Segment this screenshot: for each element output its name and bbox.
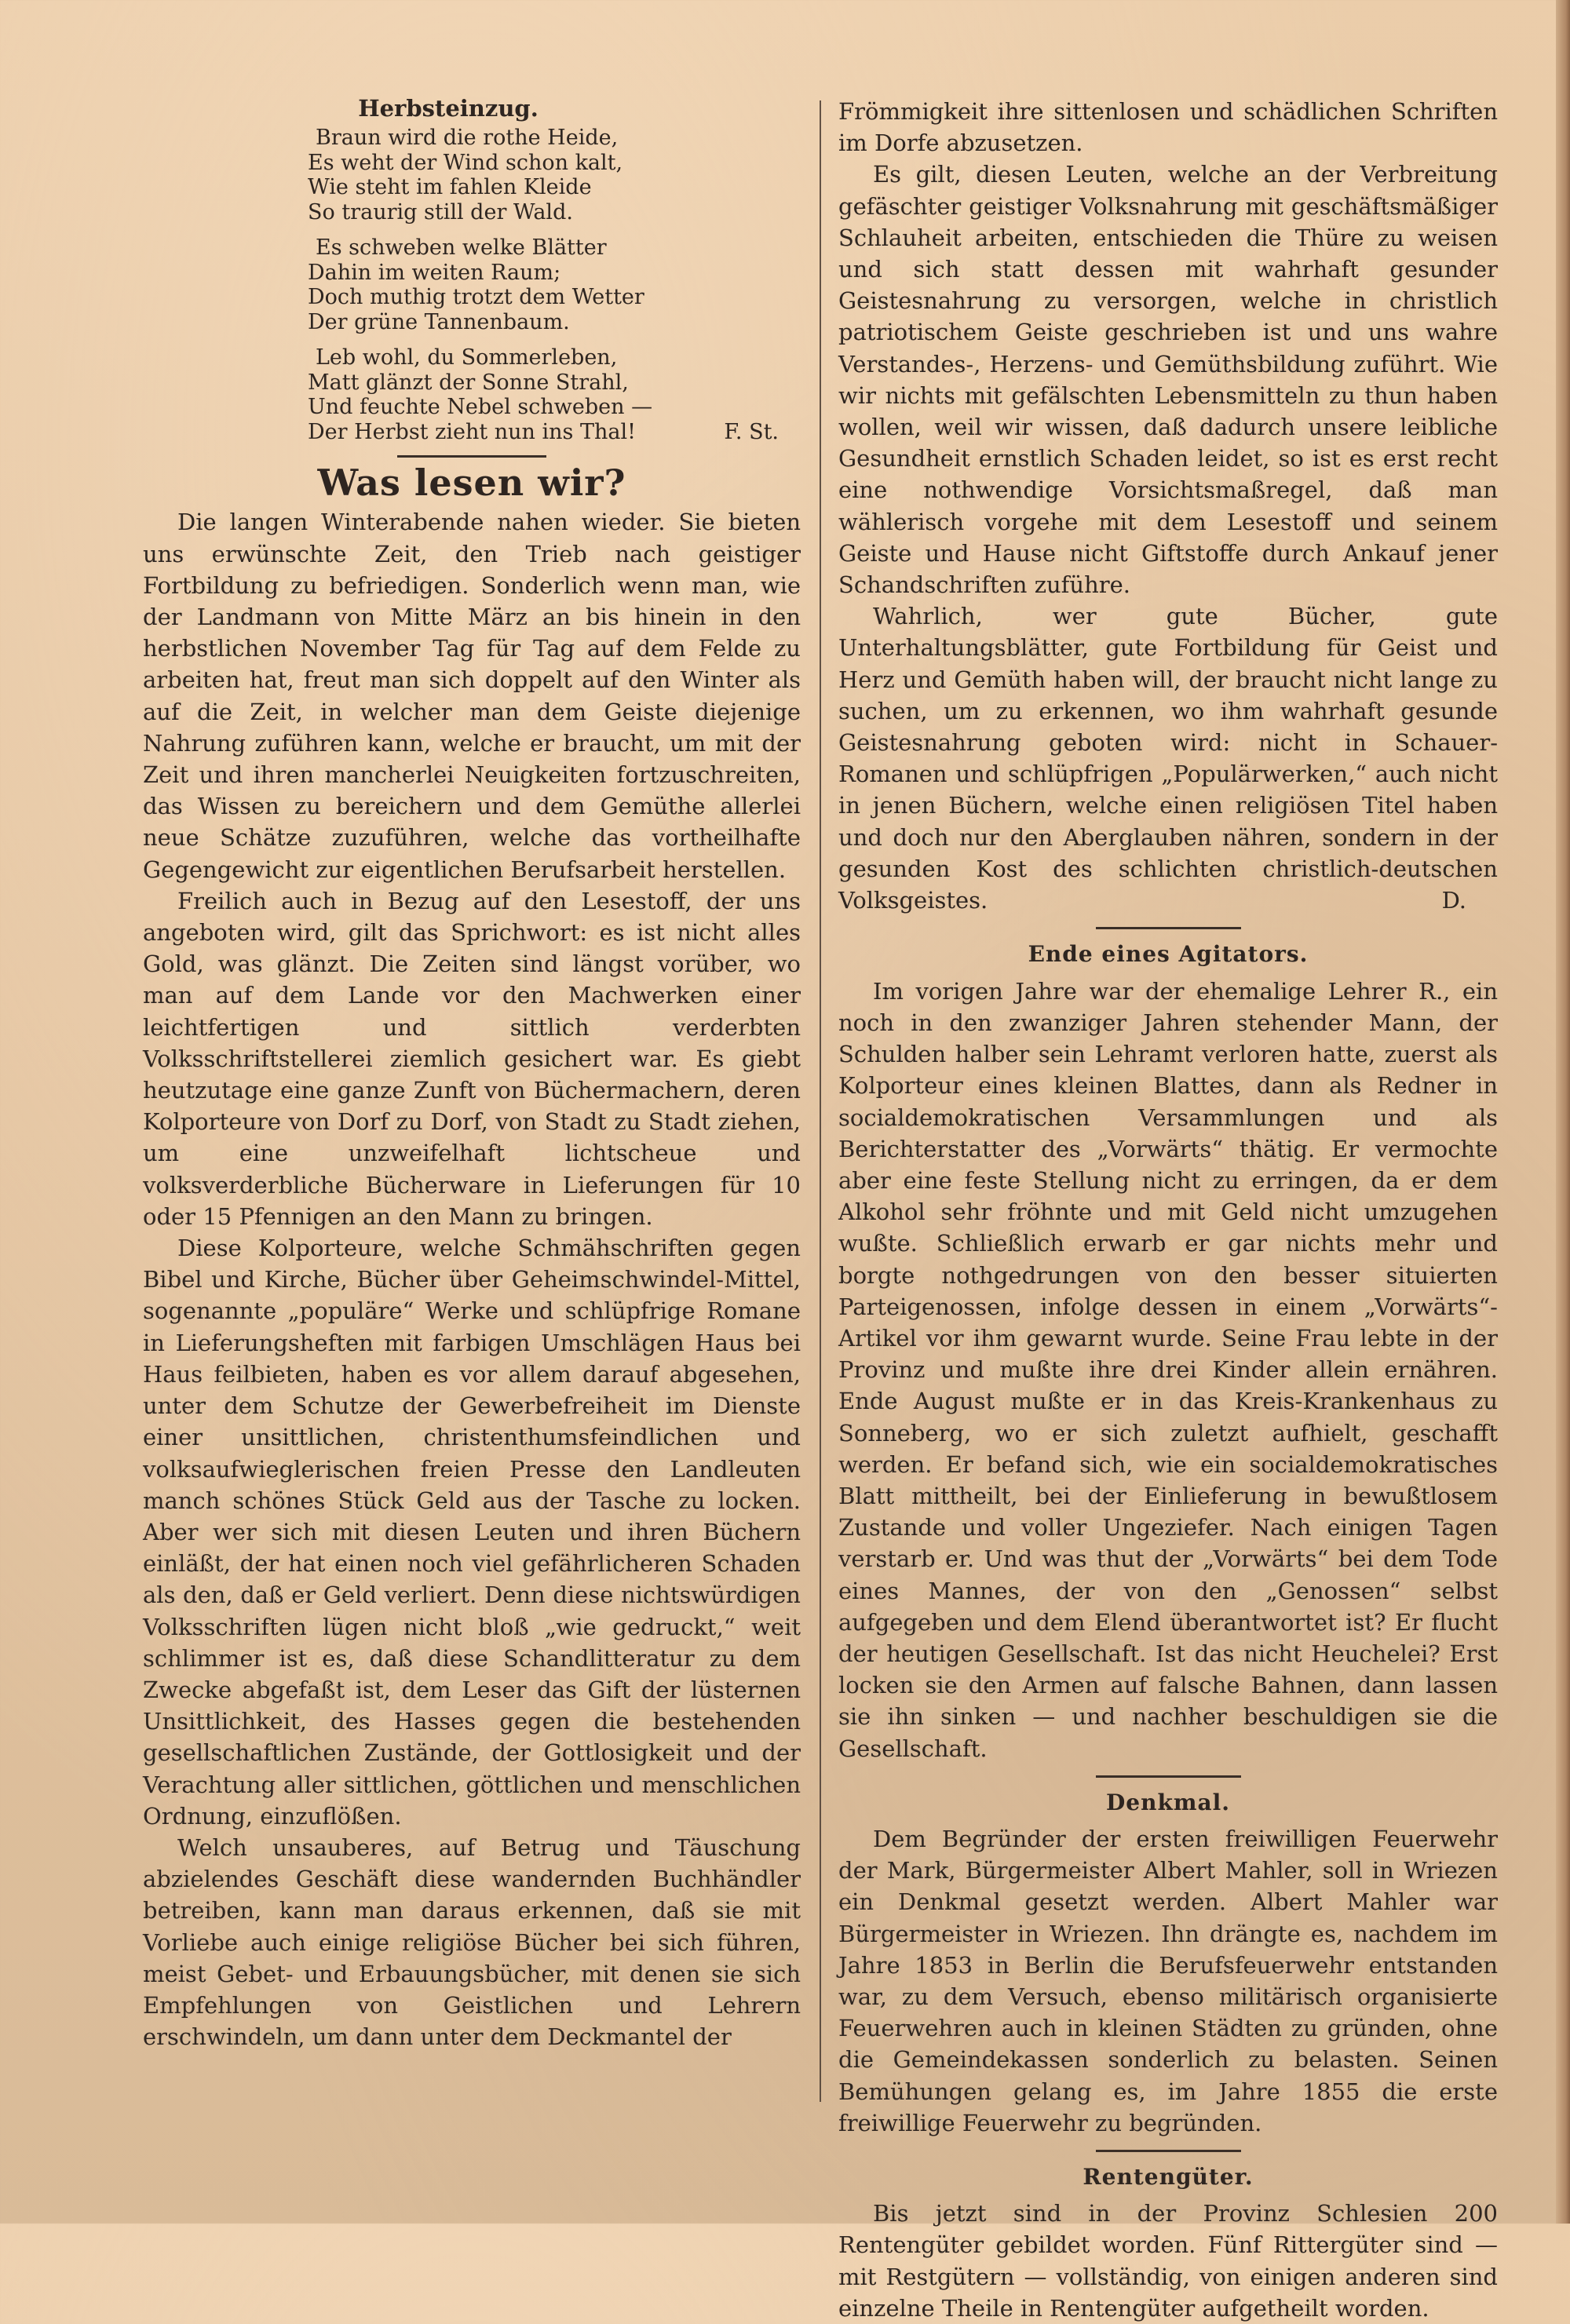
separator-rule xyxy=(1096,2150,1241,2152)
right-column xyxy=(838,96,1498,2324)
article-paragraph: Welch unsauberes, auf Betrug und Täuschung abzielendes Geschäft diese wandernden Buchhändler betreiben, kann man daraus erkennen, daß sie mit Vorliebe auch einige religiöse Bücher bei sich führen, meist Gebet- und Erbauungsbücher, mit denen sie sich Empfehlungen von Geistlichen und Lehrern erschwindeln, um dann unter dem Deckmantel der xyxy=(143,1833,801,2051)
section-title: Denkmal. xyxy=(1105,1789,1230,1815)
section-paragraph: Im vorigen Jahre war der ehemalige Lehrer R., ein noch in den zwanziger Jahren stehender Mann, der Schulden halber sein Lehramt verloren hatte, zuerst als Kolporteur eines kleinen Blattes, dann als Redner in socialdemokratischen Versammlungen und als Berichterstatter des „Vorwärts“ thätig. Er vermochte aber eine feste Stellung nicht zu erringen, da er dem Alkohol sehr fröhnte und mit Geld nicht umzugehen wußte. Schließlich erwarb er gar nichts mehr und borgte nothgedrungen von den besser situierten Parteigenossen, infolge dessen in einem „Vorwärts“-Artikel vor ihm gewarnt wurde. Seine Frau lebte in der Provinz und mußte ihre drei Kinder allein ernähren. Ende August mußte er in das Kreis-Krankenhaus zu Sonneberg, wo er sich zuletzt aufhielt, geschafft werden. Er befand sich, wie ein socialdemokratisches Blatt mittheilt, bei der Einlieferung in bewußtlosem Zustande und voller Ungeziefer. Nach einigen Tagen verstarb er. Und was thut der „Vorwärts“ bei dem Tode eines Mannes, der von den „Genossen“ selbst aufgegeben und dem Elend überantwortet ist? Er flucht der heutigen Gesellschaft. Ist das nicht Heuchelei? Erst locken sie den Armen auf falsche Bahnen, dann lassen sie ihn sinken — und nachher beschuldigen sie die Gesellschaft. xyxy=(838,977,1498,1762)
section-agitator xyxy=(838,939,1498,1764)
poem xyxy=(143,93,801,444)
poem-line: So traurig still der Wald. xyxy=(308,199,573,224)
section-paragraph: Dem Begründer der ersten freiwilligen Feuerwehr der Mark, Bürgermeister Albert Mahler, soll in Wriezen ein Denkmal gesetzt werden. Albert Mahler war Bürgermeister in Wriezen. Ihn drängte es, nachdem im Jahre 1853 in Berlin die Berufsfeuerwehr entstanden war, zu dem Versuch, ebenso militärisch organisierte Feuerwehren auch in kleinen Städten zu gründen, ohne die Gemeindekassen sonderlich zu belasten. Seinen Bemühungen gelang es, im Jahre 1855 die erste freiwillige Feuerwehr zu begründen. xyxy=(838,1825,1498,2136)
poem-signature: F. St. xyxy=(724,419,779,444)
poem-line: Es schweben welke Blätter xyxy=(316,235,607,261)
section-paragraph: Bis jetzt sind in der Provinz Schlesien 200 Rentengüter gebildet worden. Fünf Rittergüter sind — mit Restgütern — vollständig, von einigen anderen sind einzelne Theile in Rentengüter aufgetheilt worden. xyxy=(838,2200,1498,2322)
separator-rule xyxy=(1096,927,1241,929)
article-paragraph: Die langen Winterabende nahen wieder. Sie bieten uns erwünschte Zeit, den Trieb nach geistiger Fortbildung zu befriedigen. Sonderlich wenn man, wie der Landmann von Mitte März an bis hinein in den herbstlichen November Tag für Tag auf dem Felde zu arbeiten hat, freut man sich doppelt auf den Winter als auf die Zeit, in welcher man dem Geiste diejenige Nahrung zuführen kann, welche er braucht, um mit der Zeit und ihren mancherlei Neuigkeiten fortzuschreiten, das Wissen zu bereichern und dem Gemüthe allerlei neue Schätze zuzuführen, welche das vortheilhafte Gegengewicht zur eigentlichen Berufsarbeit herstellen. xyxy=(143,509,801,883)
poem-line: Der Herbst zieht nun ins Thal! xyxy=(308,419,636,444)
poem-line: Es weht der Wind schon kalt, xyxy=(308,150,623,175)
poem-line: Doch muthig trotzt dem Wetter xyxy=(308,285,644,310)
article-paragraph: Freilich auch in Bezug auf den Lesestoff, der uns angeboten wird, gilt das Sprichwort: es ist nicht alles Gold, was glänzt. Die Zeiten sind längst vorüber, wo man auf dem Lande vor den Machwerken einer leichtfertigen und sittlich verderbten Volksschriftstellerei ziemlich gesichert war. Es giebt heutzutage eine ganze Zunft von Büchermachern, deren Kolporteure von Dorf zu Dorf, von Stadt zu Stadt ziehen, um eine unzweifelhaft lichtscheue und volksverderbliche Bücherware in Lieferungen für 10 oder 15 Pfennigen an den Mann zu bringen. xyxy=(143,887,801,1230)
column-divider xyxy=(820,100,821,2102)
article-paragraph: Es gilt, diesen Leuten, welche an der Verbreitung gefäschter geistiger Volksnahrung mit geschäftsmäßiger Schlauheit arbeiten, entschieden die Thüre zu weisen und sich statt dessen mit wahrhaft gesunder Geistesnahrung zu versorgen, welche in christlich patriotischem Geiste geschrieben ist und uns wahre Verstandes-, Herzens- und Gemüthsbildung zuführt. Wie wir nichts mit gefälschten Lebensmitteln zu thun haben wollen, weil wir wissen, daß dadurch unsere leibliche Gesundheit ernstlich Schaden leidet, so ist es erst recht eine nothwendige Vorsichtsmaßregel, daß man wählerisch vorgehe mit dem Lesestoff und seinem Geiste und Hause nicht Giftstoffe durch Ankauf jener Schandschriften zuführe. xyxy=(838,161,1498,599)
poem-body xyxy=(308,126,801,444)
article-paragraph: Diese Kolporteure, welche Schmähschriften gegen Bibel und Kirche, Bücher über Geheimschwindel-Mittel, sogenannte „populäre“ Werke und schlüpfrige Romane in Lieferungsheften mit farbigen Umschlägen Haus bei Haus feilbieten, haben es vor allem darauf abgesehen, unter dem Schutze der Gewerbefreiheit im Dienste einer unsittlichen, christenthumsfeindlichen und volksaufwieglerischen freien Presse den Landleuten manch schönes Stück Geld aus der Tasche zu locken. Aber wer sich mit diesen Leuten und ihren Büchern einläßt, der hat einen noch viel gefährlicheren Schaden als den, daß er Geld verliert. Denn diese nichtswürdigen Volksschriften lügen nicht bloß „wie gedruckt,“ weit schlimmer ist es, daß diese Schandlitteratur zu dem Zwecke abgefaßt ist, dem Leser das Gift der lüsternen Unsittlichkeit, des Hasses gegen die bestehenden gesellschaftlichen Zustände, der Gottlosigkeit und der Verachtung aller sittlichen, göttlichen und menschlichen Ordnung, einzuflößen. xyxy=(143,1235,801,1830)
page-edge xyxy=(1556,0,1570,2224)
left-column xyxy=(143,93,801,2052)
poem-line: Braun wird die rothe Heide, xyxy=(316,126,619,151)
poem-line: Und feuchte Nebel schweben — xyxy=(308,395,653,420)
article-paragraph: Wahrlich, wer gute Bücher, gute Unterhaltungsblätter, gute Fortbildung für Geist und Herz und Gemüth haben will, der braucht nicht lange zu suchen, um zu erkennen, wo ihm wahrhaft gesunde Geistesnahrung geboten wird: nicht in Schauer-Romanen und schlüpfrigen „Populärwerken,“ auch nicht in jenen Büchern, welche einen religiösen Titel haben und doch nur den Aberglauben nähren, sondern in der gesunden Kost des schlichten christlich-deutschen Volksgeistes. xyxy=(838,603,1498,914)
section-denkmal xyxy=(838,1787,1498,2139)
separator-rule xyxy=(1096,1775,1241,1778)
poem-stanza xyxy=(308,235,801,334)
poem-line: Dahin im weiten Raum; xyxy=(308,260,561,285)
poem-line: Wie steht im fahlen Kleide xyxy=(308,175,592,200)
section-title: Ende eines Agitators. xyxy=(1028,941,1309,968)
poem-stanza xyxy=(308,126,801,224)
poem-line: Leb wohl, du Sommerleben, xyxy=(316,345,618,370)
section-rentengueter xyxy=(838,2162,1498,2324)
poem-stanza xyxy=(308,345,801,444)
separator-rule xyxy=(397,455,546,458)
poem-line: Matt glänzt der Sonne Strahl, xyxy=(308,370,629,395)
section-title: Rentengüter. xyxy=(1083,2164,1254,2190)
article-paragraph-continued: Frömmigkeit ihre sittenlosen und schädlichen Schriften im Dorfe abzusetzen. xyxy=(838,98,1498,157)
poem-last-line-row xyxy=(308,420,779,445)
poem-title: Herbsteinzug. xyxy=(358,95,539,122)
article-title: Was lesen wir? xyxy=(317,462,626,505)
poem-line: Der grüne Tannenbaum. xyxy=(308,309,570,334)
article-signature: D. xyxy=(1441,887,1466,914)
